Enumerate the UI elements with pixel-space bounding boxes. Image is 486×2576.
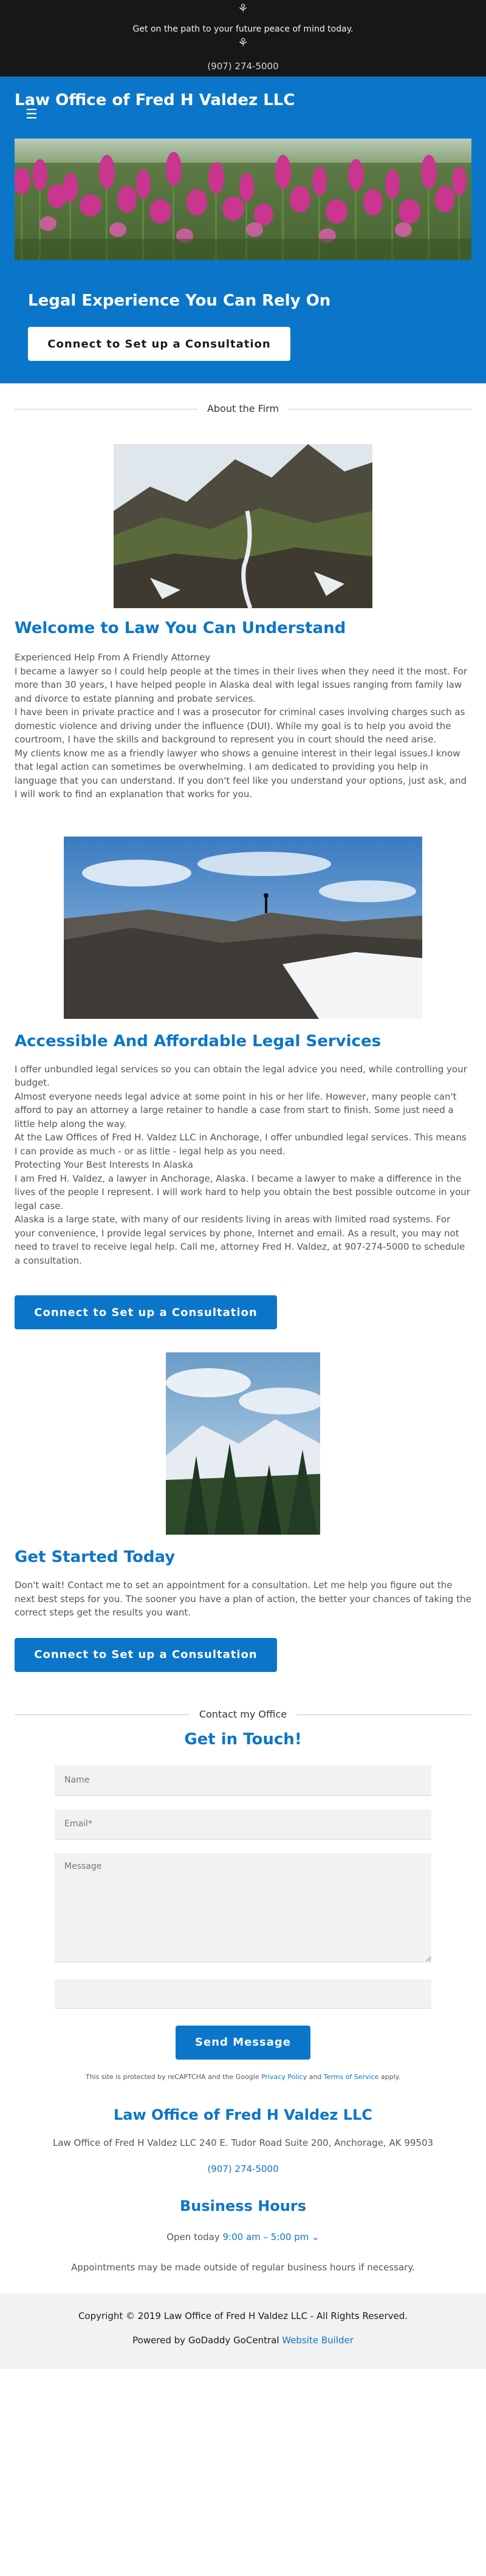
firm-address: Law Office of Fred H Valdez LLC 240 E. Tudor Road Suite 200, Anchorage, AK 99503 (52, 2137, 434, 2148)
mountain-waterfall-image (114, 444, 372, 608)
recaptcha-notice: This site is protected by reCAPTCHA and the Google Privacy Policy and Terms of Service apply. (85, 2072, 401, 2081)
footer-copyright: Copyright © 2019 Law Office of Fred H Valdez LLC - All Rights Reserved. (78, 2310, 408, 2321)
services-heading: Accessible And Affordable Legal Services (15, 1032, 382, 1050)
get-started-text: Don't wait! Contact me to set an appointment for a consultation. Let me help you figure out the next best steps for you. The sooner you have a plan of action, the better your chances of taking the correct steps get the results you want. (15, 1580, 471, 1618)
contact-section-label: Contact my Office (0, 1707, 486, 1722)
privacy-policy-link[interactable]: Privacy Policy (261, 2072, 307, 2081)
about-subheading: Experienced Help From A Friendly Attorney (15, 652, 211, 663)
footer-powered-by: Powered by GoDaddy GoCentral Website Builder (132, 2334, 354, 2346)
site-title[interactable]: Law Office of Fred H Valdez LLC (15, 91, 295, 109)
services-paragraph: At the Law Offices of Fred H. Valdez LLC in Anchorage, I offer unbundled legal services. This means I can provide as much - or as little - legal help as you need. (15, 1132, 467, 1157)
announcement-bar (0, 0, 486, 77)
firm-phone-link[interactable]: (907) 274-5000 (207, 2163, 279, 2174)
services-body (15, 1063, 471, 1268)
chevron-down-icon[interactable]: ⌄ (312, 2231, 320, 2242)
mountain-trees-image (166, 1352, 320, 1535)
about-paragraph: I have been in private practice and I was a prosecutor for criminal cases involving charges such as domestic violence and driving under the influence (DUI). While my goal is to help you avoid the courtroom, I have the skills and background to represent you in court should the need arise. (15, 707, 465, 745)
about-heading: Welcome to Law You Can Understand (15, 619, 346, 637)
email-field[interactable] (55, 1809, 431, 1840)
announcement-message: Get on the path to your future peace of mind today. (132, 24, 354, 34)
hero-tagline: Legal Experience You Can Rely On (28, 292, 331, 310)
firm-name-heading: Law Office of Fred H Valdez LLC (114, 2106, 372, 2123)
contact-heading: Get in Touch! (184, 1730, 302, 1749)
get-started-consultation-button[interactable]: Connect to Set up a Consultation (15, 1638, 277, 1672)
about-section-label: About the Firm (0, 402, 486, 416)
about-paragraph: My clients know me as a friendly lawyer who shows a genuine interest in their legal issues.I know that legal action can sometimes be overwhelming. I am dedicated to providing you help in language that you can understand. If you don't feel like you understand your options, just ask, and I will work to find an explanation that works for you. (15, 747, 467, 800)
hero-fireweed-image (15, 139, 471, 260)
hero-consultation-button[interactable]: Connect to Set up a Consultation (28, 327, 290, 361)
services-paragraph: I am Fred H. Valdez, a lawyer in Anchorage, Alaska. I became a lawyer to make a difference in the lives of the people I represent. I will work hard to help you obtain the best possible outcome in your legal case. (15, 1173, 470, 1211)
recaptcha-box[interactable] (55, 1979, 431, 2009)
hours-note: Appointments may be made outside of regular business hours if necessary. (71, 2261, 415, 2273)
message-field[interactable] (55, 1853, 431, 1962)
services-paragraph: Alaska is a large state, with many of our residents living in areas with limited road systems. For your convenience, I provide legal services by phone, Internet and email. As a result, you may not need to travel to receive legal help. Call me, attorney Fred H. Valdez, at 907-274-5000 to schedule a consultation. (15, 1214, 465, 1266)
footer (0, 2293, 486, 2369)
name-field[interactable] (55, 1766, 431, 1796)
terms-of-service-link[interactable]: Terms of Service (323, 2072, 379, 2081)
services-paragraph: I offer unbundled legal services so you can obtain the legal advice you need, while controlling your budget. (15, 1063, 467, 1088)
flower-ornament-icon: ⚘ (238, 1, 248, 16)
services-subheading: Protecting Your Best Interests In Alaska (15, 1159, 193, 1170)
hero-section (0, 77, 486, 383)
flower-ornament-icon: ⚘ (238, 35, 248, 50)
about-paragraph: I became a lawyer so I could help people at the times in their lives when they need it the most. For more than 30 years, I have helped people in Alaska deal with legal issues ranging from family law and divorce to estate planning and probate services. (15, 665, 468, 704)
hours-heading: Business Hours (180, 2197, 306, 2215)
services-consultation-button[interactable]: Connect to Set up a Consultation (15, 1295, 277, 1329)
about-body (15, 651, 471, 801)
services-paragraph: Almost everyone needs legal advice at some point in his or her life. However, many people can't afford to pay an attorney a large retainer to handle a case from start to finish. Some just need a little help along the way. (15, 1091, 457, 1129)
hamburger-menu-icon[interactable]: ☰ (26, 107, 38, 122)
mountain-snow-hiker-image (64, 837, 422, 1019)
website-builder-link[interactable]: Website Builder (282, 2334, 354, 2346)
hours-row (0, 2232, 486, 2242)
get-started-heading: Get Started Today (15, 1548, 176, 1566)
hours-open-time[interactable]: 9:00 am – 5:00 pm (222, 2231, 309, 2242)
send-message-button[interactable]: Send Message (176, 2026, 310, 2060)
announcement-phone-link[interactable]: (907) 274-5000 (207, 61, 279, 72)
hours-open-label: Open today (166, 2231, 220, 2242)
